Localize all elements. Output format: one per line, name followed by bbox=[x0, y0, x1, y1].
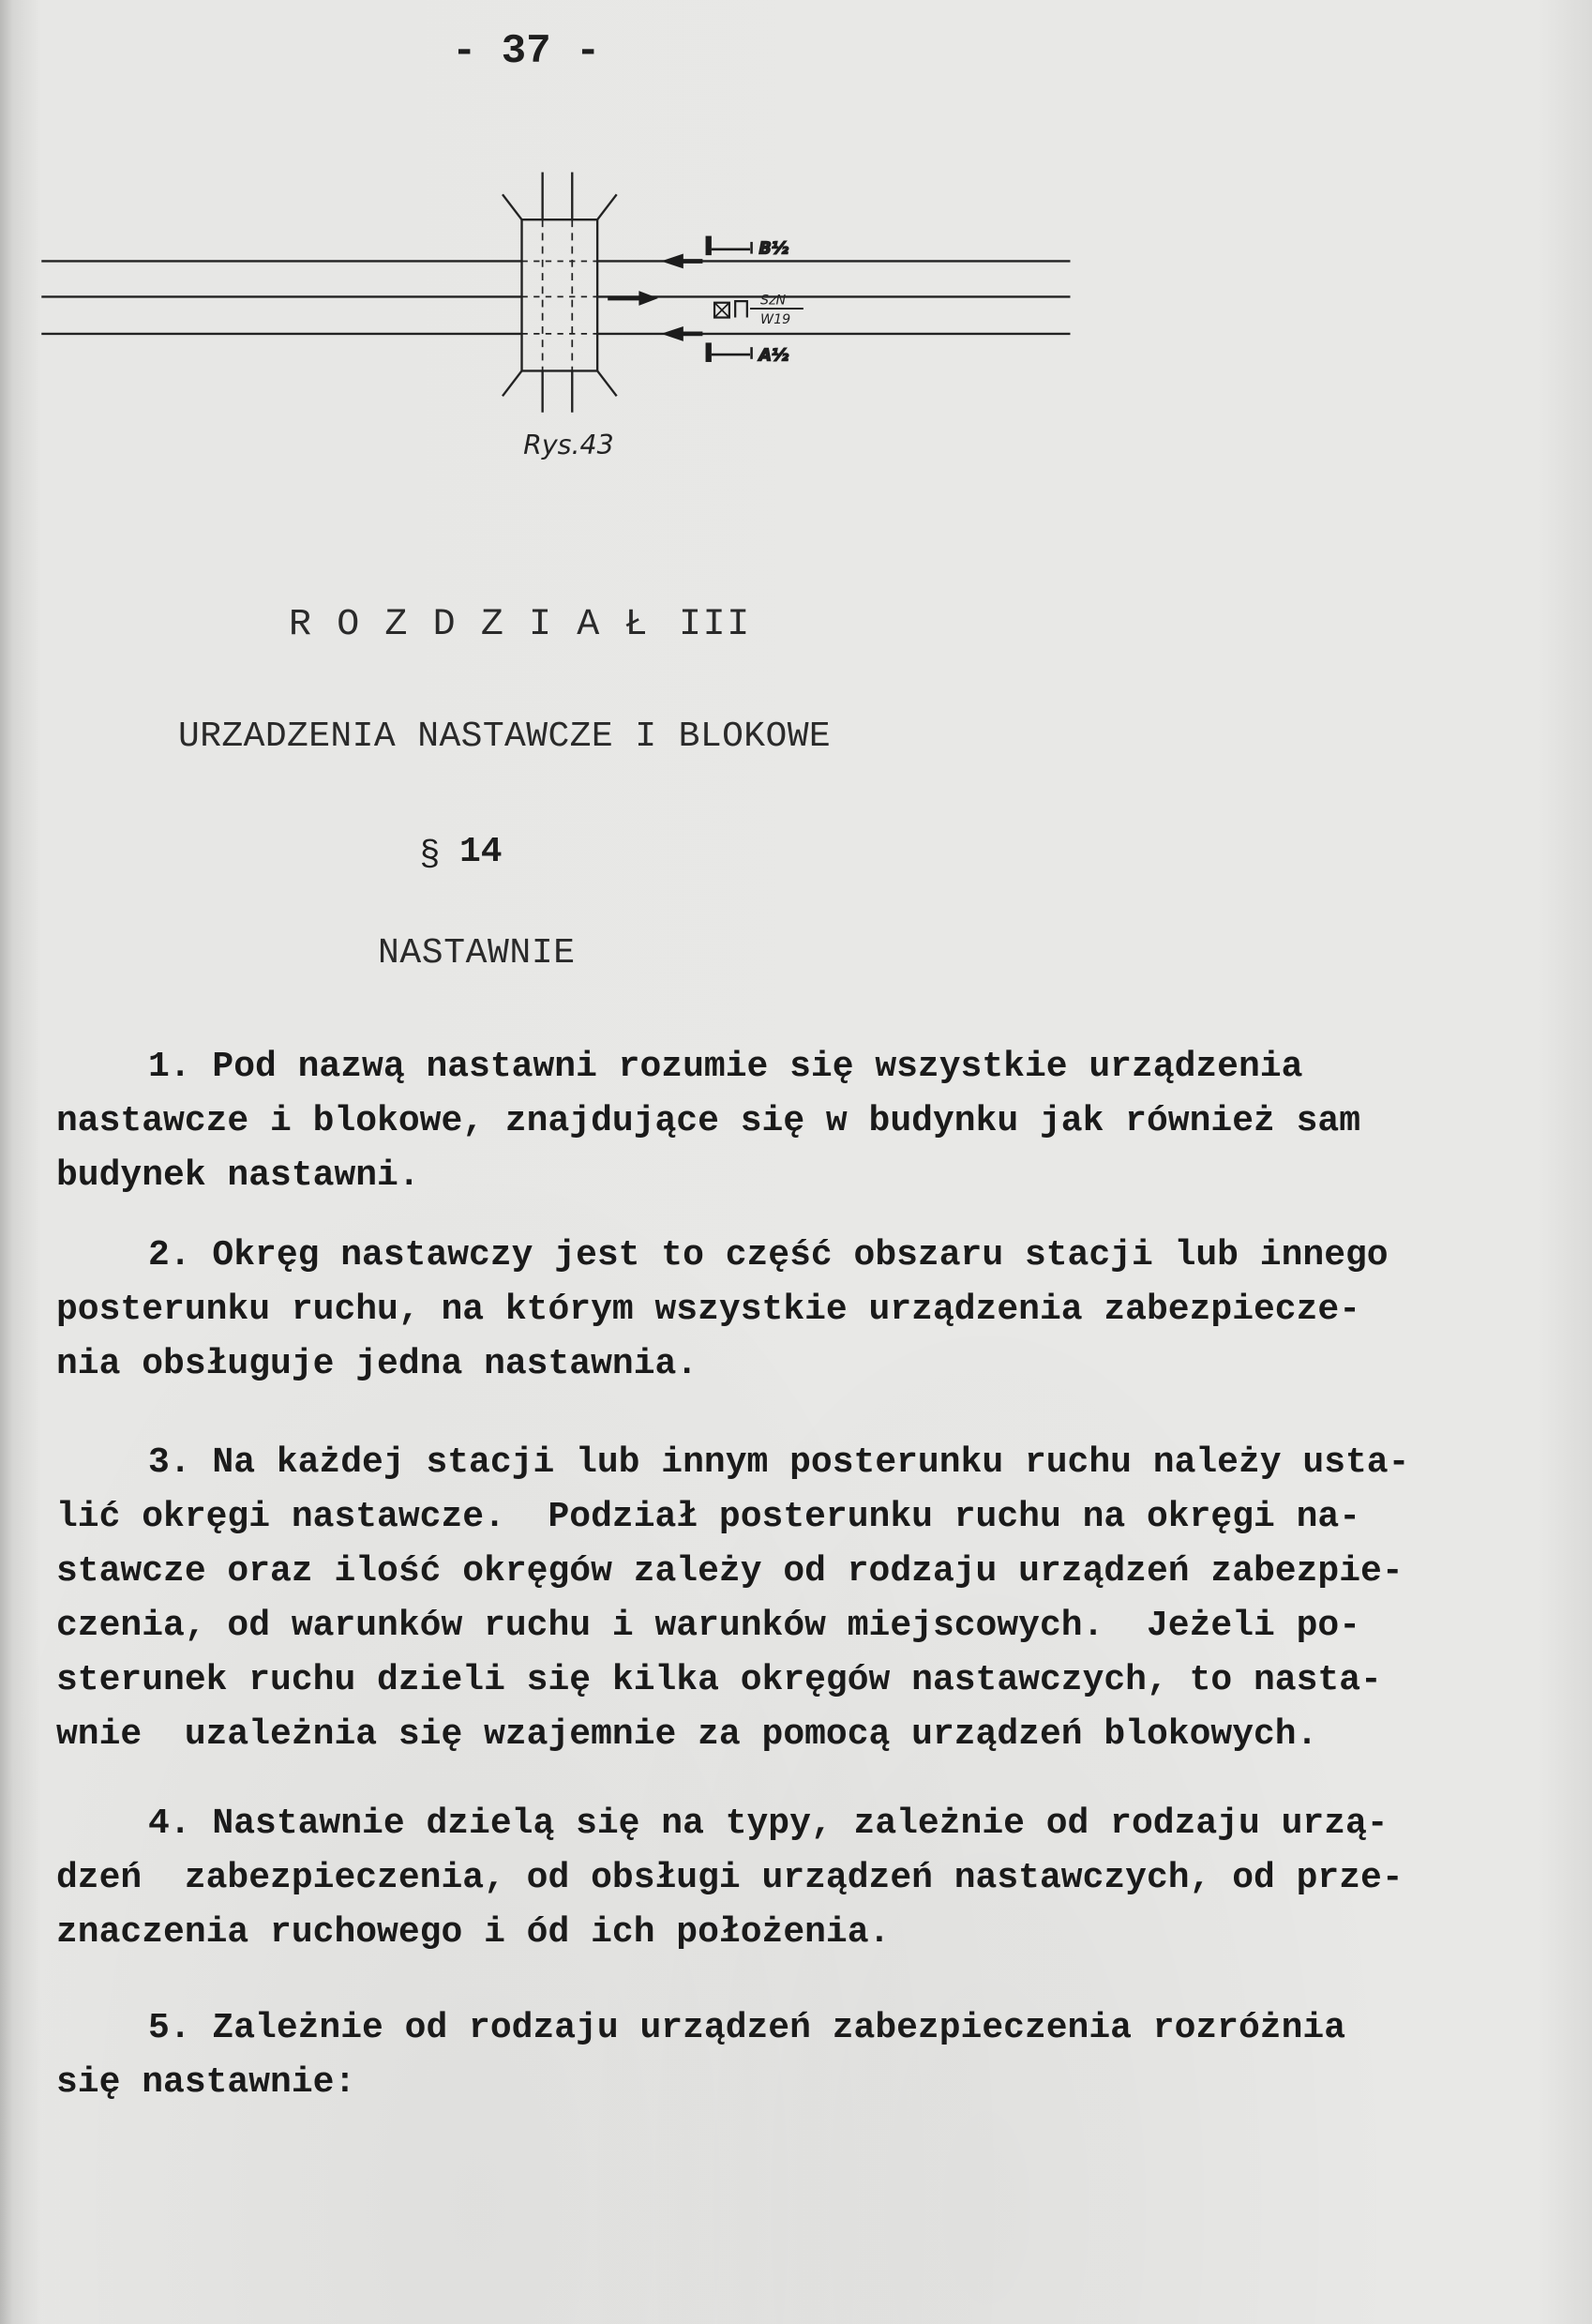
paragraph-line: stawcze oraz ilość okręgów zależy od rodzaju urządzeń zabezpie- bbox=[56, 1551, 1404, 1592]
paragraph-2 bbox=[0, 1229, 1592, 1392]
railway-diagram bbox=[0, 0, 1592, 469]
arrow-head-top bbox=[661, 254, 683, 269]
signal-head-icon bbox=[735, 301, 747, 317]
signal-mast-icon bbox=[706, 236, 712, 256]
section-title: NASTAWNIE bbox=[378, 933, 576, 973]
wing-wall bbox=[597, 194, 617, 219]
signal-label-a: A½ bbox=[758, 346, 788, 366]
chapter-number: III bbox=[679, 604, 751, 646]
paragraph-line: 1. Pod nazwą nastawni rozumie się wszystkie urządzenia bbox=[148, 1047, 1303, 1087]
paragraph-line: czenia, od warunków ruchu i warunków miejscowych. Jeżeli po- bbox=[56, 1606, 1361, 1646]
paragraph-line: 4. Nastawnie dzielą się na typy, zależnie od rodzaju urzą- bbox=[148, 1803, 1389, 1844]
paragraph-line: posterunku ruchu, na którym wszystkie urządzenia zabezpiecze- bbox=[56, 1290, 1361, 1330]
paragraph-line: nia obsługuje jedna nastawnia. bbox=[56, 1344, 698, 1384]
signal-label-sz: SzN bbox=[760, 293, 787, 309]
paragraph-4 bbox=[0, 1797, 1592, 1960]
paragraph-line: wnie uzależnia się wzajemnie za pomocą urządzeń blokowych. bbox=[56, 1714, 1318, 1755]
section-symbol: § bbox=[419, 836, 441, 876]
overpass bbox=[503, 173, 617, 413]
paragraph-line: nastawcze i blokowe, znajdujące się w budynku jak również sam bbox=[56, 1101, 1361, 1141]
paragraph-line: budynek nastawni. bbox=[56, 1155, 420, 1196]
tracks bbox=[41, 261, 1070, 333]
signal-label-b: B½ bbox=[758, 239, 788, 259]
arrow-head-bottom bbox=[661, 326, 683, 341]
chapter-heading: R O Z D Z I A Ł bbox=[289, 604, 650, 646]
signal-label-w19: W19 bbox=[760, 311, 791, 327]
paragraph-line: 2. Okręg nastawczy jest to część obszaru stacji lub innego bbox=[148, 1235, 1389, 1275]
wing-wall bbox=[597, 370, 617, 396]
paragraph-line: 3. Na każdej stacji lub innym posterunku ruchu należy usta- bbox=[148, 1442, 1410, 1483]
paragraph-5 bbox=[0, 2001, 1592, 2110]
wing-wall bbox=[503, 370, 522, 396]
paragraph-line: 5. Zależnie od rodzaju urządzeń zabezpieczenia rozróżnia bbox=[148, 2008, 1346, 2048]
signal-b bbox=[706, 236, 788, 259]
signal-a bbox=[706, 342, 788, 365]
paragraph-line: sterunek ruchu dzieli się kilka okręgów nastawczych, to nasta- bbox=[56, 1660, 1382, 1700]
chapter-title: URZADZENIA NASTAWCZE I BLOKOWE bbox=[178, 717, 832, 757]
paragraph-line: lić okręgi nastawcze. Podział posterunku ruchu na okręgi na- bbox=[56, 1497, 1361, 1537]
wing-wall bbox=[503, 194, 522, 219]
arrow-head-middle bbox=[638, 291, 658, 306]
signal-sz bbox=[714, 293, 804, 327]
overpass-rectangle bbox=[522, 219, 598, 370]
section-number: 14 bbox=[459, 832, 503, 872]
paragraph-3 bbox=[0, 1436, 1592, 1762]
paragraph-line: się nastawnie: bbox=[56, 2062, 356, 2103]
figure-caption: Rys.43 bbox=[523, 429, 614, 460]
paragraph-line: dzeń zabezpieczenia, od obsługi urządzeń nastawczych, od prze- bbox=[56, 1858, 1404, 1898]
signal-mast-icon bbox=[706, 342, 712, 362]
paragraph-1 bbox=[0, 1040, 1592, 1203]
paragraph-line: znaczenia ruchowego i ód ich położenia. bbox=[56, 1912, 891, 1953]
page-number: - 37 - bbox=[452, 28, 601, 75]
